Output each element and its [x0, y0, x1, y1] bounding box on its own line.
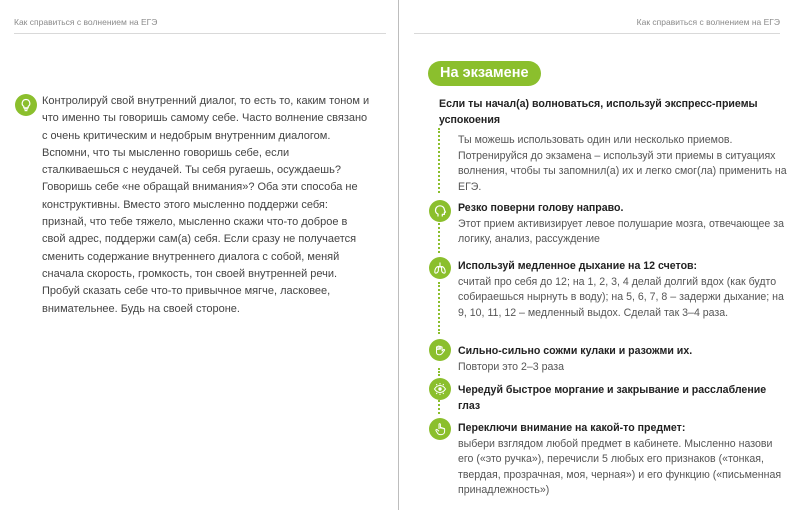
technique-body: Этот прием активизирует левое полушарие мозга, отвечающее за логику, анализ, рассуждение	[458, 217, 785, 246]
technique-title: Переключи внимание на какой-то предмет:	[458, 422, 686, 434]
right-page	[400, 0, 800, 510]
technique-title: Используй медленное дыхание на 12 счетов:	[458, 260, 698, 272]
technique-title: Чередуй быстрое моргание и закрывание и расслабление глаз	[458, 384, 767, 412]
section-label-badge: На экзамене	[428, 61, 541, 86]
pointing-hand-icon	[429, 418, 451, 440]
running-title-left: Как справиться с волнением на ЕГЭ	[14, 17, 158, 27]
technique-item	[458, 383, 788, 414]
header-rule-right	[414, 33, 780, 34]
left-page	[0, 0, 398, 510]
dotted-connector	[438, 368, 440, 376]
eye-icon	[429, 378, 451, 400]
technique-title: Сильно-сильно сожми кулаки и разожми их.	[458, 345, 693, 357]
technique-body: Повтори это 2–3 раза	[458, 360, 565, 373]
intro-title: Если ты начал(а) волноваться, используй экспресс-приемы успокоения	[439, 98, 758, 126]
technique-item	[458, 259, 788, 321]
dotted-connector	[438, 223, 440, 253]
dotted-connector	[438, 282, 440, 334]
head-turn-icon	[429, 200, 451, 222]
technique-item	[458, 421, 788, 499]
dotted-connector	[438, 128, 440, 193]
page-divider	[398, 0, 399, 510]
intro-body: Ты можешь использовать один или несколько приемов. Потренируйся до экзамена – используй эти приемы в ситуациях волнения, чтобы ты запомнил(а) их и легко смог(ла) применить на ЕГЭ.	[458, 134, 787, 193]
technique-body: считай про себя до 12; на 1, 2, 3, 4 делай долгий вдох (как будто собираешься нырнуть в воду); на 5, 6, 7, 8 – задержи дыхание; на 9, 10, 11, 12 – медленный выдох. Сделай так 3–4 раза.	[458, 275, 784, 319]
technique-item	[458, 344, 788, 375]
dotted-connector	[438, 400, 440, 414]
lightbulb-icon	[15, 94, 37, 116]
running-title-right: Как справиться с волнением на ЕГЭ	[636, 17, 780, 27]
technique-title: Резко поверни голову направо.	[458, 202, 624, 214]
fist-icon	[429, 339, 451, 361]
inner-dialogue-paragraph: Контролируй свой внутренний диалог, то есть то, каким тоном и что именно ты говоришь самому себе. Часто волнение связано с очень критическим и недобрым внутренним диалогом. Вспомни, что ты мысленно говоришь себе, если сталкиваешься с неудачей. Ты себя ругаешь, осуждаешь? Говоришь себе «не обращай внимания»? Оба эти способа не конструктивны. Вместо этого мысленно поддержи себя: признай, что тебе тяжело, мысленно скажи что-то доброе в свой адрес, поддержи сам(а) себя. Если сразу не получается сменить содержание внутреннего диалога с собой, меняй сначала скорость, громкость, тон своей внутренней речи. Пробуй сказать себе что-то привычное мягче, ласковее, внимательнее. Будь на своей стороне.	[42, 95, 370, 315]
technique-item	[458, 201, 788, 248]
header-rule-left	[14, 33, 386, 34]
technique-body: выбери взглядом любой предмет в кабинете. Мысленно назови его («это ручка»), перечисли 5 любых его признаков («тонкая, твердая, прозрачная, моя, черная») и его функцию («письменная принадлежность»)	[458, 437, 782, 497]
lungs-icon	[429, 257, 451, 279]
